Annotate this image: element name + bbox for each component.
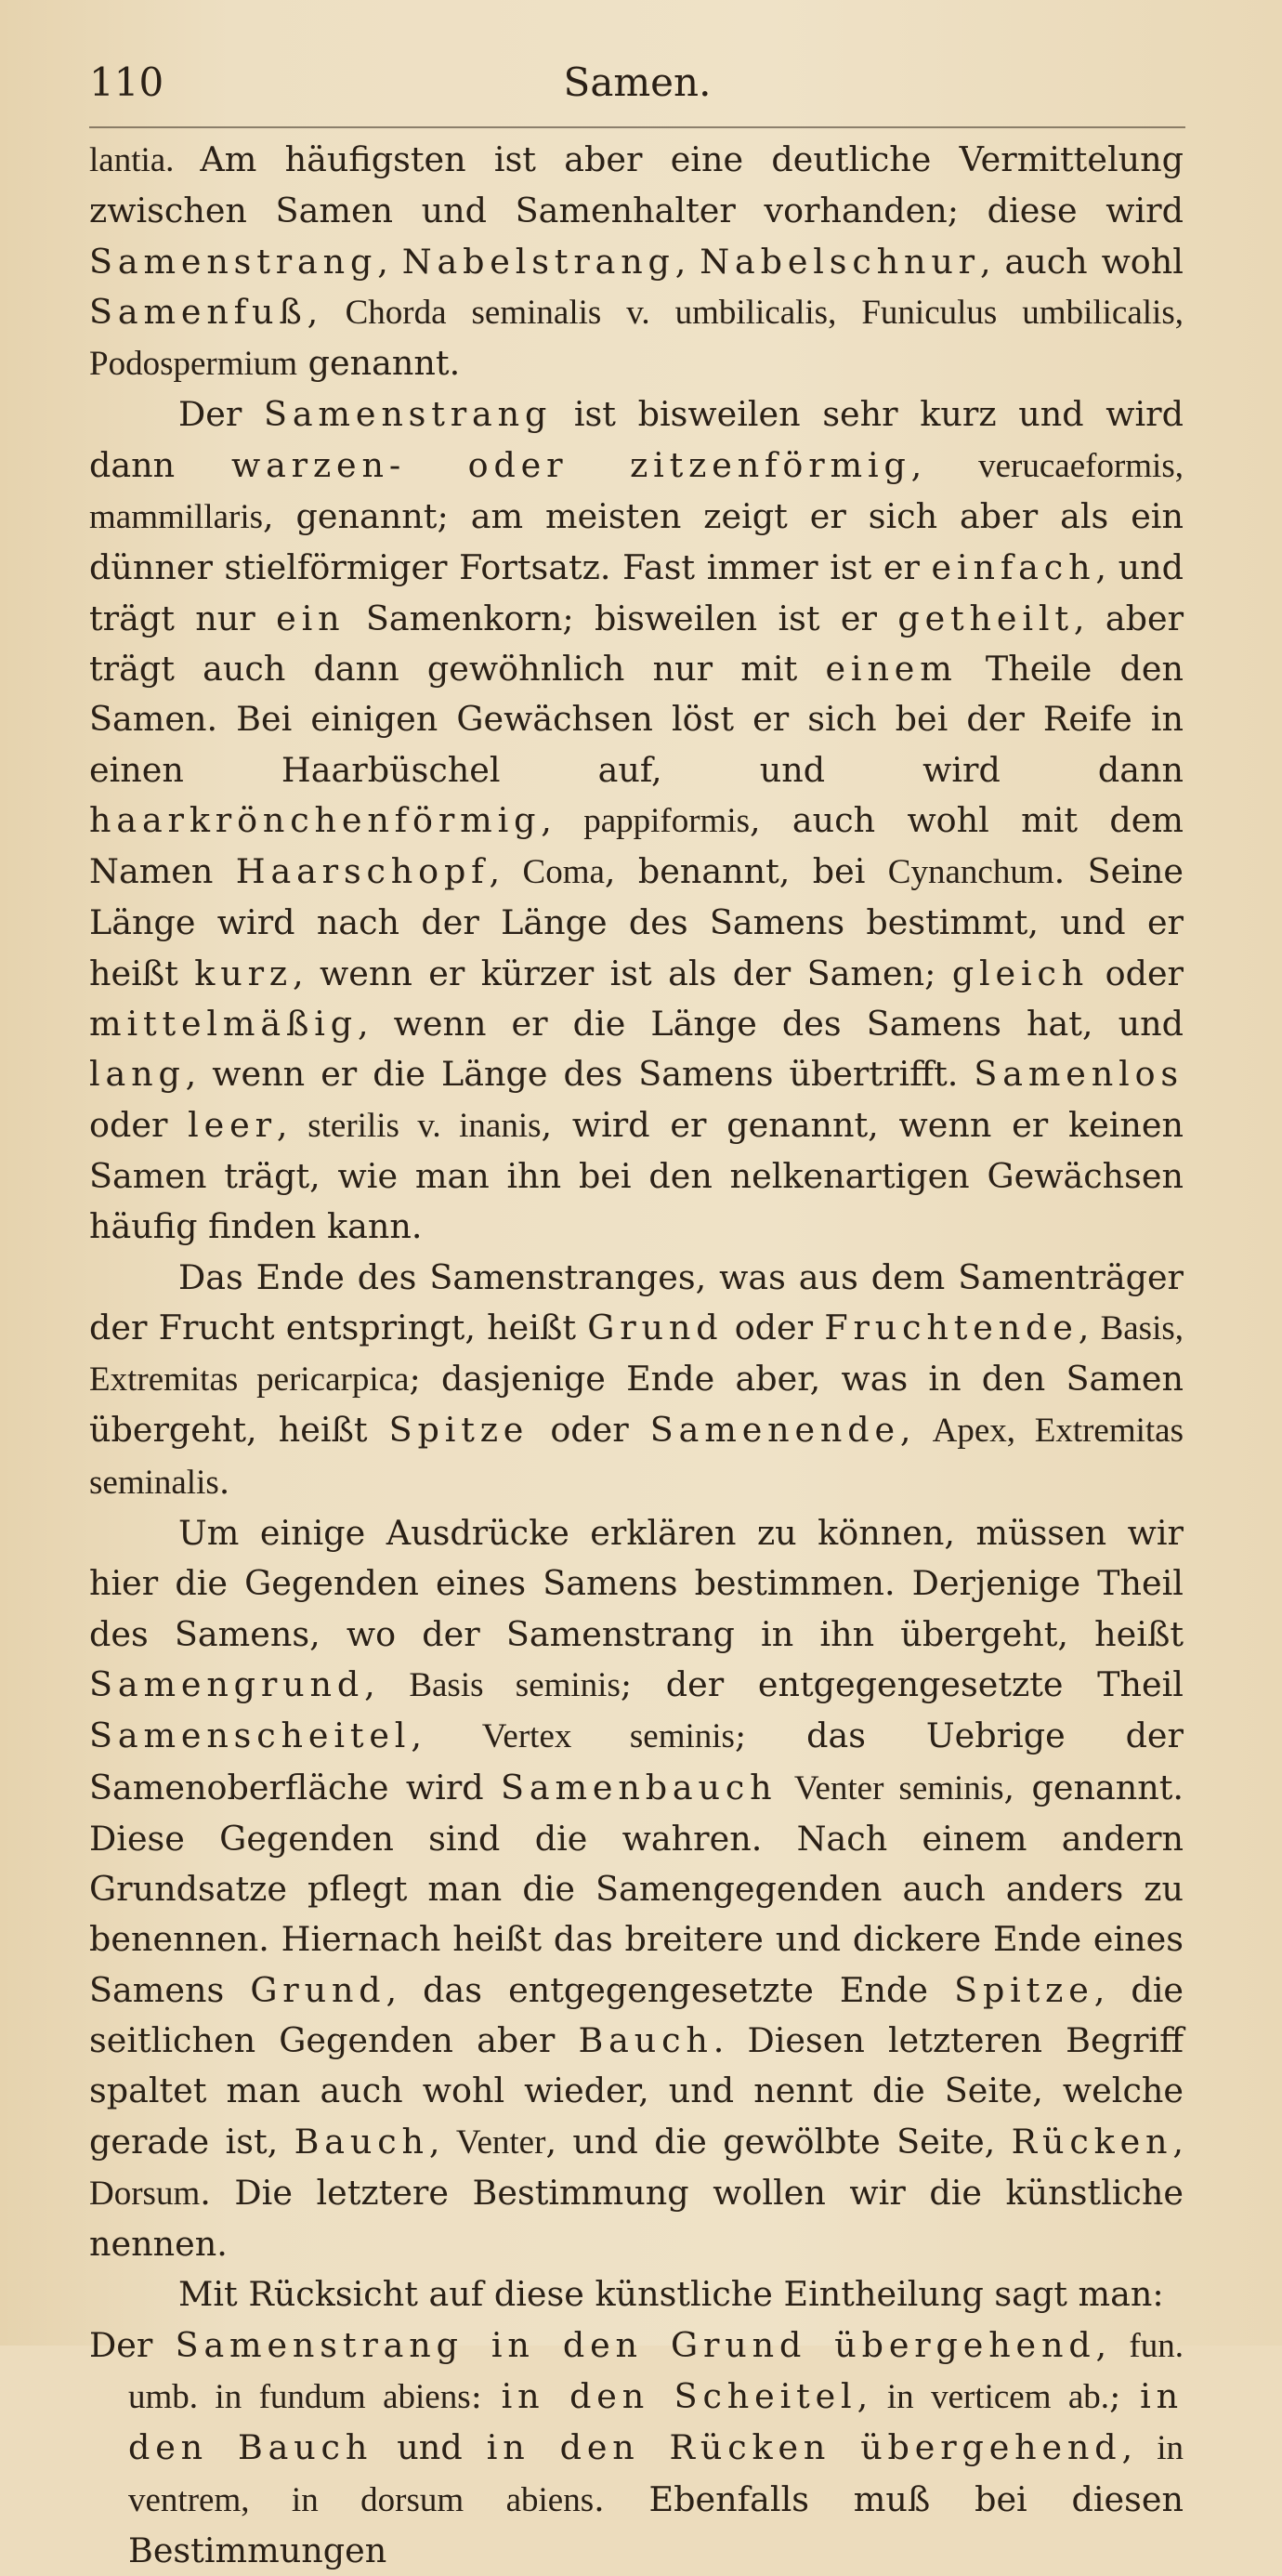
spaced-term: Grund (250, 1969, 386, 2010)
text-run: oder (529, 1410, 650, 1451)
text-run: Mit Rücksicht auf diese künstliche Eintheilung sagt man: (178, 2274, 1164, 2315)
latin-term: lantia. (89, 141, 201, 179)
text-run: , (428, 2121, 456, 2162)
text-run: ; der entgegengesetzte Theil (620, 1663, 1184, 1704)
text-run: , wenn er die Länge des Samens hat, und (357, 1004, 1184, 1045)
paragraph-terminology-list (89, 2320, 1184, 2576)
paragraph-funiculus-intro (89, 135, 1184, 389)
text-run: oder (89, 1104, 189, 1145)
text-run: . Ebenfalls muß bei diesen Bestimmungen (128, 2478, 1184, 2570)
text-run: , wenn er kürzer ist als der Samen; (292, 953, 952, 993)
text-run: , (541, 799, 584, 840)
text-run: , und trägt nur (89, 547, 1184, 638)
spaced-term: Samenbauch (501, 1767, 778, 1807)
text-run: Das Ende des Samenstranges, was aus dem Samenträger der Frucht entspringt, heißt (89, 1256, 1184, 1347)
latin-term: in verticem ab. (886, 2378, 1110, 2417)
latin-term: pappiformis (583, 801, 751, 840)
text-run: Samenkorn; bisweilen ist er (345, 598, 898, 638)
text-run: Der (89, 2324, 176, 2365)
text-run: , genannt. Diese Gegenden sind die wahren. Nach einem andern Grundsatze pflegt man die Samengegenden auch anders zu benennen. Hiernach heißt das breitere und dickere Ende eines Samens (89, 1767, 1184, 2010)
text-run: , (899, 1410, 933, 1451)
spaced-term: Nabelschnur (700, 241, 980, 282)
text-run: , (674, 241, 700, 282)
spaced-term: Haarschopf (235, 851, 490, 892)
header-rule (89, 126, 1185, 128)
text-run: ; das Uebrige der Samenoberfläche wird (89, 1715, 1184, 1807)
page-header (89, 59, 1185, 115)
text-run: , (276, 1104, 308, 1145)
text-run: : (470, 2376, 502, 2417)
text-run: ; dasjenige Ende aber, was in den Samen übergeht, heißt (89, 1359, 1184, 1451)
text-run: und (373, 2427, 487, 2468)
spaced-term: einem (825, 648, 958, 689)
spaced-term: in den Rücken übergehend (486, 2427, 1122, 2468)
spaced-term: Samenstrang (263, 394, 553, 435)
text-run (777, 1768, 793, 1807)
page-number: 110 (89, 59, 164, 105)
spaced-term: Samengrund (89, 1663, 365, 1704)
latin-term: sterilis v. inanis (307, 1106, 542, 1145)
text-run: , (377, 241, 402, 282)
spaced-term: Nabelstrang (401, 241, 675, 282)
text-run: , und die gewölbte Seite, (545, 2121, 1012, 2162)
latin-term: Cynanchum (887, 853, 1054, 892)
text-run: genannt. (297, 343, 461, 384)
text-run: . Seine Länge wird nach der Länge des Samens bestimmt, und er heißt (89, 851, 1184, 993)
text-run: ; (1109, 2376, 1141, 2417)
text-run: , wenn er die Länge des Samens übertrifft. (185, 1054, 975, 1095)
spaced-term: ein (276, 598, 346, 638)
latin-term: Apex, Extremitas seminalis (89, 1412, 1184, 1502)
text-run: , (1095, 2324, 1130, 2365)
text-run: Der (178, 394, 264, 435)
latin-term: Chorda seminalis v. umbilicalis, Funiculus umbilicalis, Podospermium (89, 293, 1184, 384)
text-run: , (1121, 2427, 1158, 2468)
paragraph-strand-ends (89, 1253, 1184, 1508)
spaced-term: Samenstrang in den Grund übergehend (175, 2324, 1096, 2365)
text-run: , wird er genannt, wenn er keinen Samen trägt, wie man ihn bei den nelkenartigen Gewächsen häufig finden kann. (89, 1104, 1184, 1247)
paragraph-seed-regions (89, 1508, 1184, 2269)
spaced-term: Bauch (578, 2019, 713, 2060)
text-run: oder (723, 1307, 825, 1347)
spaced-term: in den Scheitel (501, 2376, 857, 2417)
text-run: Theile den Samen. Bei einigen Gewächsen löst er sich bei der Reife in einen Haarbüschel auf, und wird dann (89, 648, 1184, 790)
text-run: , (411, 1715, 482, 1756)
text-run: ist bisweilen sehr kurz und wird dann (89, 394, 1184, 485)
text-run: , das entgegengesetzte Ende (386, 1969, 955, 2010)
text-run: . Die letztere Bestimmung wollen wir die künstliche nennen. (89, 2172, 1184, 2265)
text-run: , (857, 2376, 887, 2417)
text-run: , (910, 444, 979, 485)
running-title: Samen. (563, 59, 712, 105)
latin-term: Basis seminis (409, 1665, 621, 1704)
spaced-term: Grund (587, 1307, 724, 1347)
spaced-term: einfach (931, 547, 1096, 588)
text-run: Um einige Ausdrücke erklären zu können, müssen wir hier die Gegenden eines Samens bestimmen. Derjenige Theil des Samens, wo der Samenstrang in ihn übergeht, heißt (89, 1513, 1184, 1654)
page-body (89, 135, 1184, 2576)
spaced-term: Samenlos (974, 1054, 1184, 1095)
spaced-term: haarkrönchenförmig (89, 799, 542, 840)
text-run: . Diesen letzteren Begriff spaltet man auch wohl wieder, und nennt die Seite, welche gerade ist, (89, 2019, 1184, 2162)
spaced-term: leer (188, 1104, 277, 1145)
latin-term: Basis, Extremitas pericarpica (89, 1308, 1184, 1400)
spaced-term: Spitze (954, 1969, 1094, 2010)
text-run: , genannt; am meisten zeigt er sich aber als ein dünner stielförmiger Fortsatz. Fast immer ist er (89, 496, 1184, 588)
spaced-term: lang (89, 1054, 186, 1095)
text-run: , (307, 291, 346, 332)
spaced-term: Fruchtende (824, 1307, 1079, 1347)
text-run: , aber trägt auch dann gewöhnlich nur mit (89, 598, 1184, 689)
spaced-term: warzen- oder zitzenförmig (230, 444, 911, 485)
latin-term: in ventrem, in dorsum abiens (128, 2429, 1184, 2519)
latin-term: fun. umb. in fundum abiens (128, 2326, 1184, 2417)
text-run: , auch wohl mit dem Namen (89, 799, 1184, 892)
spaced-term: gleich (951, 953, 1090, 993)
latin-term: Coma (522, 853, 605, 892)
spaced-term: in den Bauch (128, 2376, 1184, 2468)
spaced-term: Samenfuß (89, 291, 307, 332)
paragraph-terminology-intro (89, 2269, 1184, 2320)
spaced-term: Rücken (1011, 2121, 1173, 2162)
spaced-term: mittelmäßig (89, 1004, 358, 1045)
latin-term: Vertex seminis (481, 1717, 735, 1756)
spaced-term: getheilt (897, 598, 1074, 638)
text-run: , benannt, bei (604, 851, 888, 892)
spaced-term: Spitze (388, 1410, 530, 1451)
spaced-term: kurz (194, 953, 293, 993)
text-run: , (364, 1663, 410, 1704)
text-run: , die seitlichen Gegenden aber (89, 1969, 1184, 2060)
text-run: , (1172, 2121, 1184, 2162)
paragraph-samenstrang-forms (89, 389, 1184, 1252)
text-run: oder (1089, 953, 1184, 993)
latin-term: verucaeformis, mammillaris (89, 446, 1184, 537)
latin-term: Dorsum (89, 2174, 201, 2213)
latin-term: Venter seminis (793, 1768, 1004, 1807)
spaced-term: Samenscheitel (89, 1715, 412, 1756)
spaced-term: Bauch (294, 2121, 429, 2162)
spaced-term: Samenstrang (89, 241, 378, 282)
text-run: , auch wohl (979, 241, 1184, 282)
text-run: , (489, 851, 523, 892)
latin-term: Venter (455, 2123, 546, 2162)
spaced-term: Samenende (649, 1410, 900, 1451)
text-run: , (1078, 1307, 1101, 1347)
text-run: Am häufigsten ist aber eine deutliche Vermittelung zwischen Samen und Samenhalter vorhanden; diese wird (89, 139, 1184, 231)
text-run: . (218, 1461, 230, 1502)
